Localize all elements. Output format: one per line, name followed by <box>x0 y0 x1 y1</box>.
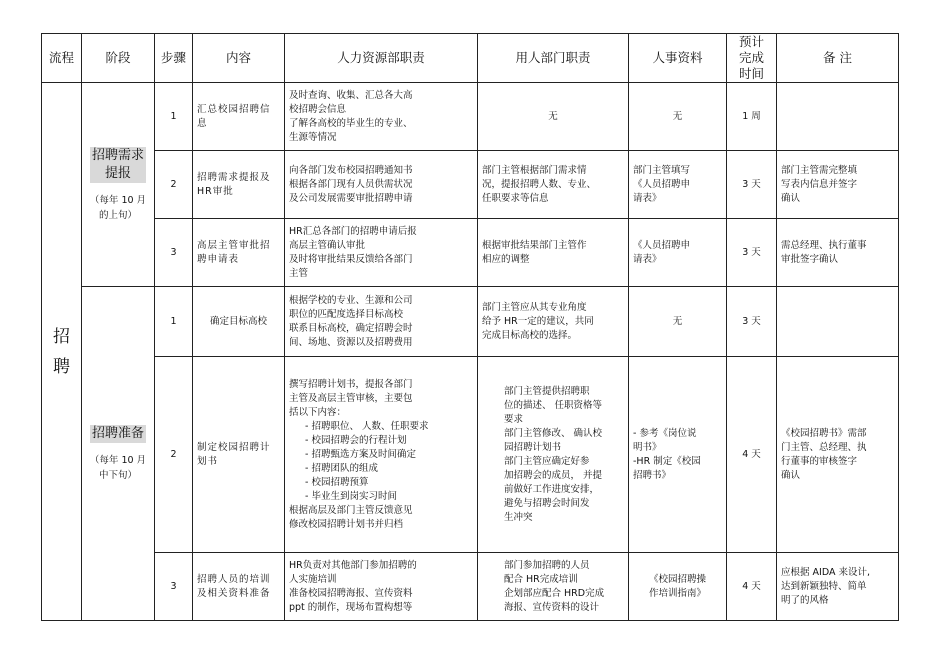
process-char: 聘 <box>53 356 70 377</box>
text-line: 请表》 <box>633 192 662 204</box>
documents-cell <box>629 83 727 151</box>
table-row <box>42 553 899 621</box>
stage-time <box>86 193 150 223</box>
text-line: HR负责对其他部门参加招聘的 <box>289 559 417 571</box>
text-line: 招聘需求 <box>91 147 144 163</box>
header-dept-duty: 用人部门职责 <box>478 34 629 83</box>
text-line: 《人员招聘申 <box>633 178 691 190</box>
step-cell: 2 <box>155 357 193 553</box>
duration-cell: 3 天 <box>727 151 777 219</box>
header-step: 步骤 <box>155 34 193 83</box>
text-line: 校招聘会信息 <box>289 103 347 115</box>
text-line: 应根据 AIDA 来设计, <box>781 566 871 578</box>
header-hr-duty: 人力资源部职责 <box>285 34 478 83</box>
recruitment-table <box>41 33 899 621</box>
text-line: - 参考《岗位说 <box>633 427 697 439</box>
text-line: 人实施培训 <box>289 573 337 585</box>
table-row <box>42 83 899 151</box>
text-line: HR汇总各部门的招聘申请后报 <box>289 225 417 237</box>
text-line: 及时查询、收集、汇总各大高 <box>289 89 413 101</box>
hr-duty-cell <box>285 287 478 357</box>
text-line: 需总经理、执行董事 <box>781 239 867 251</box>
text-line: 及时将审批结果反馈给各部门 <box>289 253 413 265</box>
notes-cell <box>777 83 899 151</box>
text-line: 审批签字确认 <box>781 253 839 265</box>
header-notes: 备 注 <box>777 34 899 83</box>
dept-duty-cell <box>478 553 629 621</box>
table-row <box>42 287 899 357</box>
text-line: 无 <box>672 315 683 327</box>
stage-cell <box>82 83 155 287</box>
text-line: 根据审批结果部门主管作 <box>482 239 587 251</box>
step-cell: 3 <box>155 553 193 621</box>
text-line: 根据高层及部门主管反馈意见 <box>289 504 413 516</box>
content-cell: 招聘需求提报及 HR审批 <box>193 151 285 219</box>
table-row <box>42 357 899 553</box>
text-line: 向各部门发布校园招聘通知书 <box>289 164 413 176</box>
text-line: 行董事的审核签字 <box>781 455 858 467</box>
text-line: 避免与招聘会时间发 <box>504 497 590 509</box>
header-content: 内容 <box>193 34 285 83</box>
text-line: -HR 制定《校园 <box>633 455 701 467</box>
header-documents: 人事资料 <box>629 34 727 83</box>
stage-name <box>90 147 146 183</box>
text-line: 确认 <box>781 192 801 204</box>
text-line: 主管及高层主管审核，主要包 <box>289 392 413 404</box>
header-row <box>42 34 899 83</box>
text-line: 给予 HR一定的建议，共同 <box>482 315 594 327</box>
text-line: 加招聘会的成员， 并提 <box>504 469 603 481</box>
duration-cell: 1 周 <box>727 83 777 151</box>
text-line: 部门参加招聘的人员 <box>504 559 590 571</box>
text-line: 职位的匹配度选择目标高校 <box>289 308 404 320</box>
text-line: 联系目标高校，确定招聘会时 <box>289 322 413 334</box>
text-line: 明书》 <box>633 441 662 453</box>
text-line: - 毕业生到岗实习时间 <box>305 490 397 502</box>
text-line: 提报 <box>104 165 131 181</box>
step-cell: 2 <box>155 151 193 219</box>
text-line: 根据学校的专业、生源和公司 <box>289 294 413 306</box>
text-line: 根据各部门现有人员供需状况 <box>289 178 413 190</box>
content-cell: 招聘人员的培训及相关资料准备 <box>193 553 285 621</box>
content-cell: 制定校园招聘计划书 <box>193 357 285 553</box>
text-line: 的上旬） <box>98 209 137 221</box>
hr-duty-cell <box>285 83 478 151</box>
text-line: 部门主管提供招聘职 <box>504 385 590 397</box>
text-line: 《人员招聘申 <box>633 239 691 251</box>
text-line: 配合 HR完成培训 <box>504 573 578 585</box>
dept-duty-cell <box>478 151 629 219</box>
step-cell: 3 <box>155 219 193 287</box>
notes-cell <box>777 553 899 621</box>
text-line: 前做好工作进度安排， <box>504 483 600 495</box>
text-line: 修改校园招聘计划书并归档 <box>289 518 404 530</box>
text-line: 括以下内容： <box>289 406 347 418</box>
text-line: （每年 10 月 <box>89 454 147 466</box>
text-line: 况，提报招聘人数、专业、 <box>482 178 597 190</box>
text-line: 招聘书》 <box>633 469 672 481</box>
documents-cell <box>629 553 727 621</box>
content-cell: 确定目标高校 <box>193 287 285 357</box>
text-line: ppt 的制作，现场布置构想等 <box>289 601 413 613</box>
text-line: 企划部应配合 HRD完成 <box>504 587 605 599</box>
notes-cell <box>777 219 899 287</box>
text-line: 无 <box>548 110 558 122</box>
dept-duty-cell <box>478 219 629 287</box>
text-line: 《校园招聘操 <box>648 573 706 585</box>
content-cell: 高层主管审批招聘申请表 <box>193 219 285 287</box>
table-row <box>42 151 899 219</box>
text-line: （每年 10 月 <box>89 194 147 206</box>
text-line: 相应的调整 <box>482 253 530 265</box>
text-line: 部门主管应从其专业角度 <box>482 301 587 313</box>
text-line: 主管 <box>289 267 309 279</box>
hr-duty-cell <box>285 219 478 287</box>
text-line: 了解各高校的毕业生的专业、 <box>289 117 413 129</box>
text-line: 作培训指南》 <box>648 587 706 599</box>
duration-cell: 3 天 <box>727 219 777 287</box>
text-line: 位的描述、 任职资格等 <box>504 399 603 411</box>
text-line: 部门主管应确定好参 <box>504 455 590 467</box>
hr-duty-cell <box>285 553 478 621</box>
dept-duty-cell <box>478 357 629 553</box>
stage-time <box>86 453 150 483</box>
hr-duty-intro <box>289 378 473 420</box>
process-cell <box>42 83 82 621</box>
text-line: 海报、宣传资料的设计 <box>504 601 600 613</box>
text-line: 间、场地、资源以及招聘费用 <box>289 336 413 348</box>
step-cell: 1 <box>155 83 193 151</box>
dept-duty-cell <box>478 83 629 151</box>
hr-duty-after <box>289 504 473 532</box>
documents-cell <box>629 287 727 357</box>
text-line: 明了的风格 <box>781 594 829 606</box>
text-line: 任职要求等信息 <box>482 192 549 204</box>
stage-name <box>90 425 146 443</box>
notes-cell <box>777 357 899 553</box>
text-line: 确认 <box>781 469 801 481</box>
documents-cell <box>629 219 727 287</box>
text-line: 招聘准备 <box>91 425 144 441</box>
duration-cell: 4 天 <box>727 357 777 553</box>
step-cell: 1 <box>155 287 193 357</box>
text-line: 部门主管修改、 确认校 <box>504 427 603 439</box>
text-line: - 校园招聘预算 <box>305 476 369 488</box>
stage-cell <box>82 287 155 621</box>
text-line: 部门主管根据部门需求情 <box>482 164 587 176</box>
text-line: 完成目标高校的选择。 <box>482 329 578 341</box>
process-char: 招 <box>53 326 70 347</box>
hr-duty-cell <box>285 151 478 219</box>
text-line: 及公司发展需要审批招聘申请 <box>289 192 413 204</box>
notes-cell <box>777 151 899 219</box>
text-line: 生源等情况 <box>289 131 337 143</box>
duration-cell: 3 天 <box>727 287 777 357</box>
text-line: 准备校园招聘海报、宣传资料 <box>289 587 413 599</box>
text-line: 达到新颖独特、简单 <box>781 580 867 592</box>
text-line: - 招聘职位、 人数、任职要求 <box>305 420 429 432</box>
text-line: 部门主管需完整填 <box>781 164 858 176</box>
text-line: 门主管、总经理、执 <box>781 441 867 453</box>
text-line: 生冲突 <box>504 511 533 523</box>
dept-duty-cell <box>478 287 629 357</box>
text-line: 《校园招聘书》需部 <box>781 427 867 439</box>
text-line: 园招聘计划书 <box>504 441 562 453</box>
text-line: - 校园招聘会的行程计划 <box>305 434 407 446</box>
notes-cell <box>777 287 899 357</box>
hr-duty-list <box>289 420 473 504</box>
header-process: 流程 <box>42 34 82 83</box>
hr-duty-cell <box>285 357 478 553</box>
header-duration: 预计完成时间 <box>727 34 777 83</box>
text-line: 部门主管填写 <box>633 164 691 176</box>
text-line: 请表》 <box>633 253 662 265</box>
duration-cell: 4 天 <box>727 553 777 621</box>
text-line: 要求 <box>504 413 524 425</box>
documents-cell <box>629 357 727 553</box>
text-line: - 招聘团队的组成 <box>305 462 378 474</box>
text-line: 中下旬） <box>98 469 137 481</box>
text-line: 高层主管确认审批 <box>289 239 366 251</box>
table-row <box>42 219 899 287</box>
text-line: 无 <box>672 110 683 122</box>
documents-cell <box>629 151 727 219</box>
header-stage: 阶段 <box>82 34 155 83</box>
text-line: - 招聘甄选方案及时间确定 <box>305 448 416 460</box>
text-line: 写表内信息并签字 <box>781 178 858 190</box>
text-line: 撰写招聘计划书，提报各部门 <box>289 378 413 390</box>
content-cell: 汇总校园招聘信息 <box>193 83 285 151</box>
